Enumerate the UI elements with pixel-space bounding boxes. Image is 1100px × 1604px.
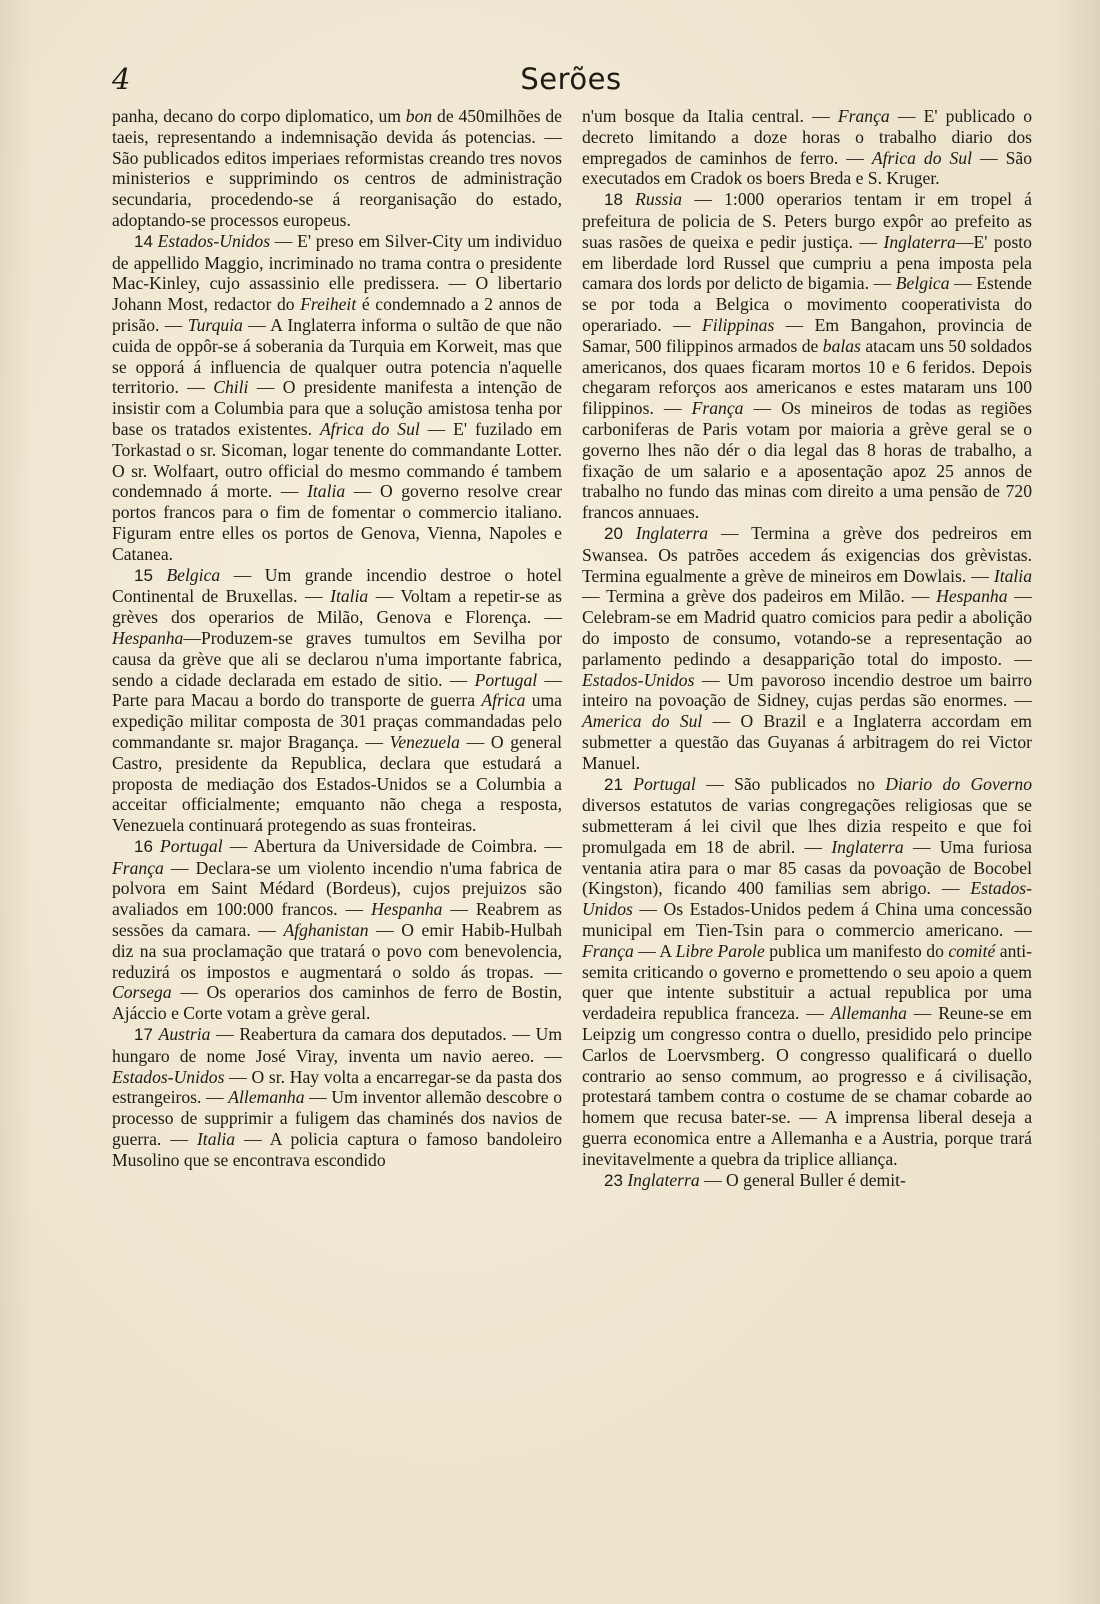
italic-term: Portugal [474, 669, 538, 690]
paragraph [112, 106, 562, 231]
italic-term: Hespanha [371, 899, 443, 920]
text-run: — O general Buller é demit- [699, 1169, 906, 1190]
italic-term: Estados-Unidos [582, 878, 1032, 920]
italic-term: Italia [330, 586, 369, 607]
text-run: — A policia captura o famoso bandoleiro Musolino que se encontrava escondido [112, 1129, 562, 1170]
text-run: — Termina a grève dos padeiros em Milão. — [582, 586, 937, 607]
text-run: — Em Bangahon, provincia de Samar, 500 filippinos armados de [582, 314, 1032, 356]
page-number: 4 [112, 62, 131, 96]
paragraph [582, 189, 1032, 523]
italic-term: Portugal [160, 835, 223, 856]
text-run: — 1:000 operarios tentam ir em tropel á prefeitura de policia de S. Peters burgo expôr ao prefeito as suas rasões de queixa e pedir justiça. — [582, 189, 1032, 252]
italic-term: França [837, 106, 890, 126]
italic-term: Freiheit [300, 294, 357, 315]
text-run: — Reabertura da camara dos deputados. — Um hungaro de nome José Viray, inventa um navio aereo. — [112, 1024, 563, 1066]
italic-term: França [691, 398, 744, 419]
paragraph [582, 523, 1032, 774]
italic-term: Portugal [633, 773, 696, 794]
text-run: — Abertura da Universidade de Coimbra. — [222, 835, 562, 856]
day-number: 14 [134, 231, 153, 251]
text-run: — Os operarios dos caminhos de ferro de Bostin, Ajáccio e Corte votam a grève geral. [112, 982, 562, 1024]
text-run: — Uma furiosa ventania atira para o mar 85 casas da povoação de Bocobel (Kingston), ficando 400 familias sem abrigo. — [582, 836, 1032, 899]
italic-term: França [112, 857, 164, 878]
day-number: 18 [604, 190, 623, 210]
text-run: — Um inventor allemão descobre o processo de supprimir a fuligem das chaminés dos navios de guerra. — [112, 1087, 563, 1150]
paragraph [112, 1024, 562, 1171]
page-header [112, 62, 1030, 106]
paragraph [582, 106, 1032, 189]
day-number: 20 [604, 523, 623, 543]
paragraph [582, 774, 1032, 1170]
text-run: atacam uns 50 soldados americanos, dos quaes ficaram mortos 10 e 6 feridos. Depois chegaram reforços aos americanos e estes mataram uns 100 filippinos. — [582, 335, 1032, 419]
text-run: — E' fuzilado em Torkastad o sr. Sicoman, logar tenente do commandante Lotter. O sr. Wolfaart, outro official do mesmo commando é tambem condemnado á morte. — [112, 418, 562, 502]
italic-term: Italia [993, 565, 1032, 586]
italic-term: Inglaterra [883, 231, 956, 252]
text-run: — Voltam a repetir-se as grèves dos operarios de Milão, Genova e Florença. — [112, 586, 562, 628]
running-title: Serões [520, 62, 622, 96]
text-run: panha, decano do corpo diplomatico, um [112, 106, 406, 126]
italic-term: Italia [307, 481, 346, 502]
italic-term: Corsega [112, 982, 172, 1003]
text-run: — O governo resolve crear portos francos para o fim de fomentar o commercio italiano. Figuram entre elles os portos de Genova, Vienna, Napoles e Catanea. [112, 481, 562, 564]
paragraph [582, 1170, 1032, 1192]
text-run: — O general Castro, presidente da Republica, declara que estudará a proposta de mediação dos Estados-Unidos se a Columbia a acceitar officialmente; emquanto não chega a resposta, Venezuela continuará protegendo as suas fronteiras. [112, 731, 562, 836]
text-run: n'um bosque da Italia central. — [582, 106, 838, 126]
text-run: — A [633, 940, 676, 961]
right-column [582, 106, 1032, 1191]
italic-term: Belgica [166, 564, 221, 585]
day-number: 17 [134, 1025, 153, 1045]
italic-term: Diario do Governo [885, 773, 1032, 794]
italic-term: Libre Parole [675, 940, 765, 961]
paragraph [112, 231, 562, 565]
italic-term: Estados-Unidos [112, 1066, 225, 1087]
italic-term: Allemanha [228, 1087, 305, 1108]
italic-term: França [582, 940, 634, 961]
italic-term: Inglaterra [635, 522, 709, 543]
italic-term: Estados-Unidos [157, 230, 271, 251]
text-run: — São publicados no [695, 773, 886, 794]
text-run: —E' posto em liberdade lord Russel que cumpriu a pena imposta pela camara dos lords por delicto de bigamia. — [582, 231, 1032, 294]
day-number: 23 [604, 1170, 623, 1190]
italic-term: balas [822, 335, 861, 356]
italic-term: Austria [158, 1024, 211, 1045]
italic-term: Filippinas [701, 314, 775, 335]
text-run: — Um grande incendio destroe o hotel Continental de Bruxellas. — [112, 564, 562, 607]
italic-term: Allemanha [830, 1003, 907, 1024]
italic-term: Italia [196, 1129, 236, 1150]
text-run: — E' publicado o decreto limitando a doze horas o trabalho diario dos empregados de caminhos de ferro. — [582, 106, 1033, 168]
text-run: — Os Estados-Unidos pedem á China uma concessão municipal em Tien-Tsin para o commercio americano. — [582, 899, 1032, 941]
text-columns [112, 106, 1033, 1576]
italic-term: Chili [213, 377, 249, 398]
text-run: — O presidente manifesta a intenção de insistir com a Columbia para que a solução amistosa tenha por base os tratados existentes. [112, 377, 562, 439]
text-run: — A Inglaterra informa o sultão de que não cuida de oppôr-se á soberania da Turquia em Korweit, mas que se opporá á influencia de qualquer outra potencia n'aquelle territorio. — [112, 314, 562, 398]
text-run: diversos estatutos de varias congregações religiosas que se submetteram á lei civil que lhes dizia respeito e que foi promulgada em 18 de abril. — [582, 795, 1032, 857]
italic-term: Inglaterra [831, 836, 904, 857]
italic-term: Turquia [187, 314, 243, 335]
text-run: — O Brazil e a Inglaterra accordam em submetter a questão das Guyanas á arbitragem do rei Victor Manuel. [582, 711, 1032, 773]
text-run: —Produzem-se graves tumultos em Sevilha por causa da grève que ali se declarou n'uma importante fabrica, sendo a cidade declarada em estado de sitio. — [112, 627, 562, 690]
italic-term: Estados-Unidos [582, 669, 695, 690]
text-run: — Reune-se em Leipzig um congresso contra o duello, presidido pelo principe Carlos de Loervsmberg. O congresso qualificará o duello contrario ao senso commum, ao progresso e á civilisação, protestará tambem contra o costume de se chamar cobarde ao homem que recusa bater-se. — A imprensa liberal deseja a guerra economica entre a Allemanha e a Austria, porque trará inevitavelmente a quebra da triplice alliança. [582, 1003, 1032, 1169]
italic-term: Africa [481, 690, 526, 711]
italic-term: America do Sul [582, 711, 703, 732]
text-run: de 450milhões de taeis, representando a indemnisação devida ás potencias. — São publicados editos imperiaes reformistas creando tres novos ministerios e supprimindo os centros de administração secundaria, procedendo-se á reorganisação do estado, adoptando-se processos europeus. [112, 106, 562, 230]
italic-term: Russia [635, 189, 683, 210]
text-run: — Declara-se um violento incendio n'uma fabrica de polvora em Saint Médard (Bordeus), cujos prejuizos são avaliados em 100:000 francos. — [112, 857, 562, 920]
text-run: — E' preso em Silver-City um individuo de appellido Maggio, incriminado no trama contra o presidente Mac-Kinley, cujo assassinio elle predissera. — O libertario Johann Most, redactor do [112, 230, 563, 315]
text-run: — Parte para Macau a bordo do transporte de guerra [112, 669, 562, 711]
text-run: — Os mineiros de todas as regiões carboniferas de Paris votam por maioria a grève geral se o governo lhes não dér o dia legal das 8 horas de trabalho, a fixação de um salario e a aposentação apoz 25 annos de trabalho no fundo das minas com direito a uma pensão de 720 francos annuaes. [582, 398, 1032, 523]
italic-term: Venezuela [389, 731, 460, 752]
text-run: — Reabrem as sessões da camara. — [112, 899, 562, 941]
italic-term: Inglaterra [627, 1169, 700, 1190]
text-run: — O sr. Hay volta a encarregar-se da pasta dos estrangeiros. — [112, 1066, 562, 1108]
italic-term: Africa do Sul [319, 418, 420, 439]
text-run: publica um manifesto do [764, 940, 949, 961]
italic-term: comité [948, 940, 996, 961]
text-run: — São executados em Cradok os boers Breda e S. Kruger. [582, 147, 1032, 189]
day-number: 16 [134, 836, 153, 856]
text-run: é condemnado a 2 annos de prisão. — [112, 294, 562, 335]
day-number: 15 [134, 565, 153, 585]
text-run: anti-semita criticando o governo e promettendo o seu apoio a quem quer que intente substituir a actual republica por uma verdadeira republica franceza. — [582, 940, 1032, 1024]
text-run: — Termina a grève dos pedreiros em Swansea. Os patrões accedem ás exigencias dos grèvistas. Termina egualmente a grève de mineiros em Dowlais. — [582, 522, 1032, 586]
italic-term: Hespanha [112, 627, 184, 648]
paragraph [112, 565, 562, 836]
paragraph [112, 836, 562, 1024]
italic-term: bon [405, 106, 433, 126]
text-run: — Estende se por toda a Belgica o movimento cooperativista do operariado. — [582, 273, 1032, 335]
day-number: 21 [604, 774, 623, 794]
text-run: — O emir Habib-Hulbah diz na sua proclamação que tratará o povo com benevolencia, reduzirá os impostos e augmentará o soldo ás tropas. — [112, 920, 562, 982]
left-column [112, 106, 562, 1171]
italic-term: Belgica [895, 273, 950, 294]
italic-term: Afghanistan [283, 920, 369, 941]
text-run: uma expedição militar composta de 301 praças commandadas pelo commandante sr. major Bragança. — [112, 690, 562, 752]
italic-term: Hespanha [936, 586, 1008, 607]
italic-term: Africa do Sul [871, 147, 972, 168]
text-run: — Celebram-se em Madrid quatro comicios para pedir a abolição do imposto de consumo, votando-se a representação ao parlamento pedindo a desapparição total do imposto. — [582, 586, 1032, 669]
text-run: — Um pavoroso incendio destroe um bairro inteiro na povoação de Sidney, cujas perdas são enormes. — [582, 669, 1032, 711]
